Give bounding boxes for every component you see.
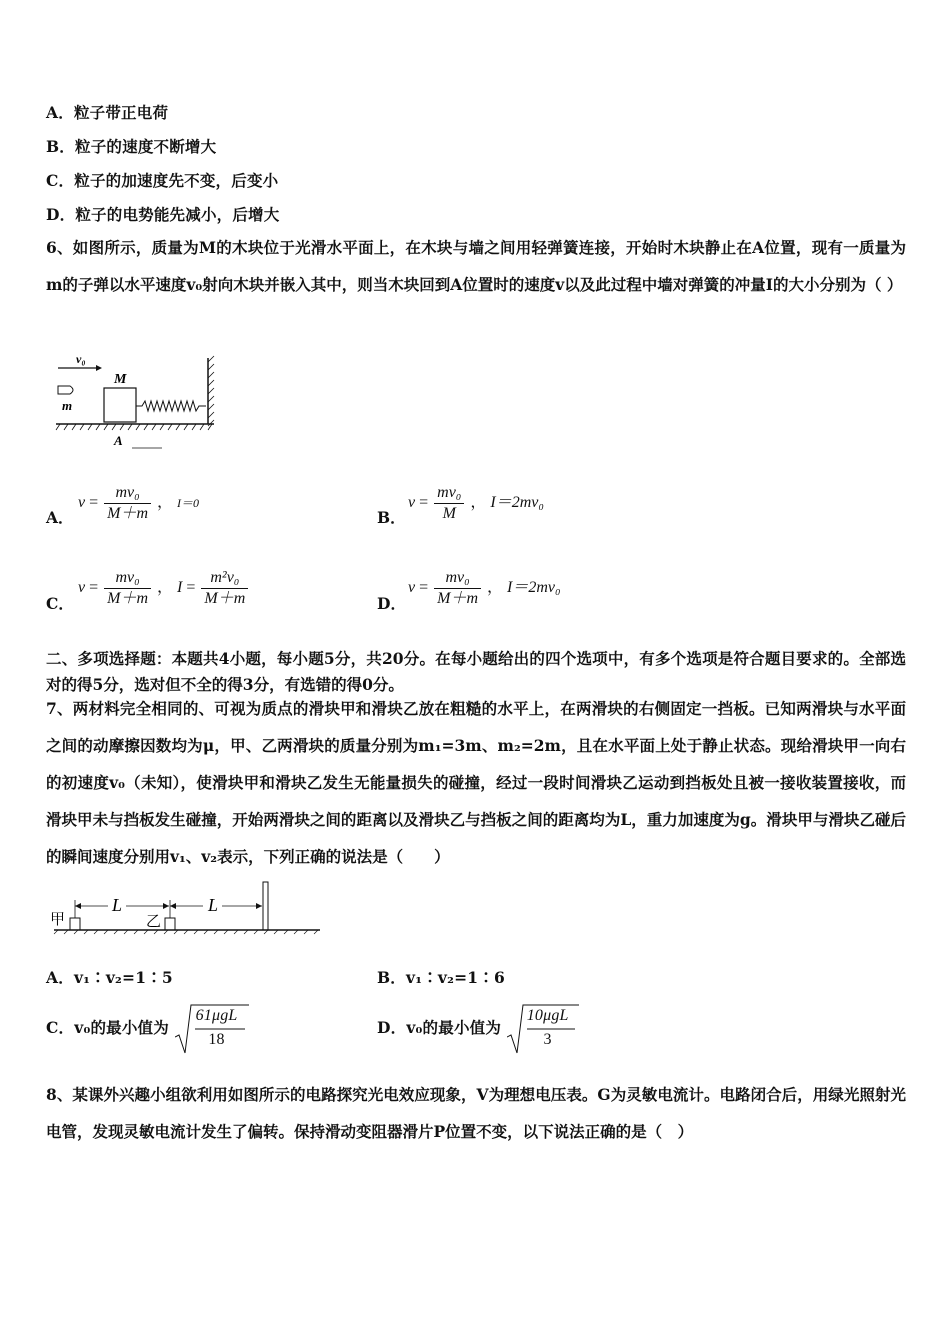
q5-option-b bbox=[46, 135, 216, 157]
radicand-numerator: 10μgL bbox=[526, 1007, 569, 1024]
option-text: v₀的最小值为 bbox=[406, 1018, 502, 1037]
q6-option-d-label: D． bbox=[377, 594, 406, 613]
frac-den: M bbox=[442, 505, 456, 522]
frac-num: mv₀ bbox=[104, 568, 151, 589]
option-label: A． bbox=[46, 103, 74, 122]
v0-label: v₀ bbox=[76, 352, 86, 366]
option-text: v₀的最小值为 bbox=[74, 1018, 169, 1037]
q7-option-a bbox=[46, 966, 173, 988]
q6-option-a-label: A． bbox=[46, 508, 74, 527]
q6-stem: 6、如图所示，质量为M的木块位于光滑水平面上，在木块与墙之间用轻弹簧连接，开始时木块静止在A位置，现有一质量为m的子弹以水平速度v₀射向木块并嵌入其中，则当木块回到A位置时的速度v以及此过程中墙对弹簧的冲量I的大小分别为（ ） bbox=[46, 238, 906, 294]
q5-option-d bbox=[46, 203, 279, 225]
option-text: 粒子的速度不断增大 bbox=[75, 137, 217, 156]
option-label: D． bbox=[46, 205, 76, 224]
section-header: 二、多项选择题：本题共4小题，每小题5分，共20分。在每小题给出的四个选项中，有多个选项是符合题目要求的。全部选对的得5分，选对但不全的得3分，有选错的得0分。 bbox=[46, 649, 906, 694]
M-label: M bbox=[114, 372, 127, 387]
option-label: B． bbox=[46, 137, 76, 156]
impulse: I＝2mv₀ bbox=[507, 579, 561, 597]
q7-sliders-figure bbox=[48, 876, 328, 938]
frac-num: m²v₀ bbox=[201, 568, 248, 589]
frac-num: mv₀ bbox=[434, 483, 464, 504]
option-label: B． bbox=[377, 968, 407, 987]
sqrt-expression bbox=[175, 1003, 249, 1055]
option-text: 粒子的加速度先不变，后变小 bbox=[74, 171, 279, 190]
jia-label: 甲 bbox=[50, 912, 66, 928]
impulse: I＝2mv₀ bbox=[490, 494, 544, 512]
option-text: 粒子带正电荷 bbox=[73, 103, 169, 122]
option-label: C． bbox=[46, 1018, 75, 1037]
q6-spring-block-figure bbox=[52, 350, 222, 450]
impulse: I＝0 bbox=[177, 496, 200, 511]
option-text: 粒子的电势能先减小，后增大 bbox=[75, 205, 280, 224]
frac-num: mv₀ bbox=[434, 568, 481, 589]
q8-stem: 8、某课外兴趣小组欲利用如图所示的电路探究光电效应现象，V为理想电压表。G为灵敏电流计。电路闭合后，用绿光照射光电管，发现灵敏电流计发生了偏转。保持滑动变阻器滑片P位置不变，以下说法正确的是（ ） bbox=[46, 1085, 906, 1141]
option-label: A． bbox=[46, 968, 74, 987]
radicand-numerator: 61μgL bbox=[195, 1007, 238, 1024]
frac-den: M＋m bbox=[107, 505, 149, 522]
option-label: C． bbox=[46, 171, 75, 190]
L1-label: L bbox=[112, 895, 123, 915]
frac-den: M＋m bbox=[204, 590, 246, 607]
q6-option-b-formula: v = $\frac{\text{mv₀}}{M}$ ， I＝2mv₀ bbox=[408, 484, 544, 522]
baffle bbox=[263, 882, 268, 930]
slider-yi bbox=[165, 918, 175, 930]
frac-num: mv₀ bbox=[104, 483, 151, 504]
q7-option-c bbox=[46, 1000, 249, 1056]
spring bbox=[136, 401, 206, 411]
frac-den: M＋m bbox=[437, 590, 479, 607]
m-label: m bbox=[62, 398, 73, 413]
sqrt-expression bbox=[507, 1003, 579, 1055]
radicand-denominator: 18 bbox=[208, 1031, 225, 1048]
q7-option-d bbox=[377, 1000, 579, 1056]
q7-option-b bbox=[377, 966, 505, 988]
q6-option-a-formula: v = $\frac{\text{mv₀}}{M+m}$ ， I＝0 bbox=[78, 484, 200, 522]
q6-option-c-label: C． bbox=[46, 594, 74, 613]
q7-stem: 7、两材料完全相同的、可视为质点的滑块甲和滑块乙放在粗糙的水平上，在两滑块的右侧固定一挡板。已知两滑块与水平面之间的动摩擦因数均为μ，甲、乙两滑块的质量分别为m₁=3m、m₂=2m，且在水平面上处于静止状态。现给滑块甲一向右的初速度v₀（未知），使滑块甲和滑块乙发生无能量损失的碰撞，经过一段时间滑块乙运动到挡板处且被一接收装置接收，而滑块甲未与挡板发生碰撞，开始两滑块之间的距离以及滑块乙与挡板之间的距离均为L，重力加速度为g。滑块甲与滑块乙碰后的瞬间速度分别用v₁、v₂表示，下列正确的说法是（ ） bbox=[46, 699, 906, 866]
q6-option-c-formula: v = $\frac{\text{mv₀}}{M+m}$ ， I = $\frac{\text{m²v₀}}{M+m}$ bbox=[78, 568, 250, 609]
q6-option-d-formula: v = $\frac{\text{mv₀}}{M+m}$ ， I＝2mv₀ bbox=[408, 569, 561, 607]
q5-option-c bbox=[46, 169, 278, 191]
option-label: D． bbox=[377, 1018, 407, 1037]
bullet-shape bbox=[58, 386, 73, 394]
radicand-denominator: 3 bbox=[543, 1031, 552, 1048]
L2-label: L bbox=[208, 895, 219, 915]
frac-den: M＋m bbox=[107, 590, 149, 607]
q5-option-a bbox=[46, 101, 168, 123]
q6-option-b-label: B． bbox=[377, 508, 406, 527]
option-text: v₁∶v₂=1∶6 bbox=[406, 968, 505, 987]
option-text: v₁∶v₂=1∶5 bbox=[73, 968, 173, 987]
slider-jia bbox=[70, 918, 80, 930]
yi-label: 乙 bbox=[146, 914, 162, 930]
block-M bbox=[104, 388, 136, 422]
A-label: A bbox=[114, 433, 123, 448]
